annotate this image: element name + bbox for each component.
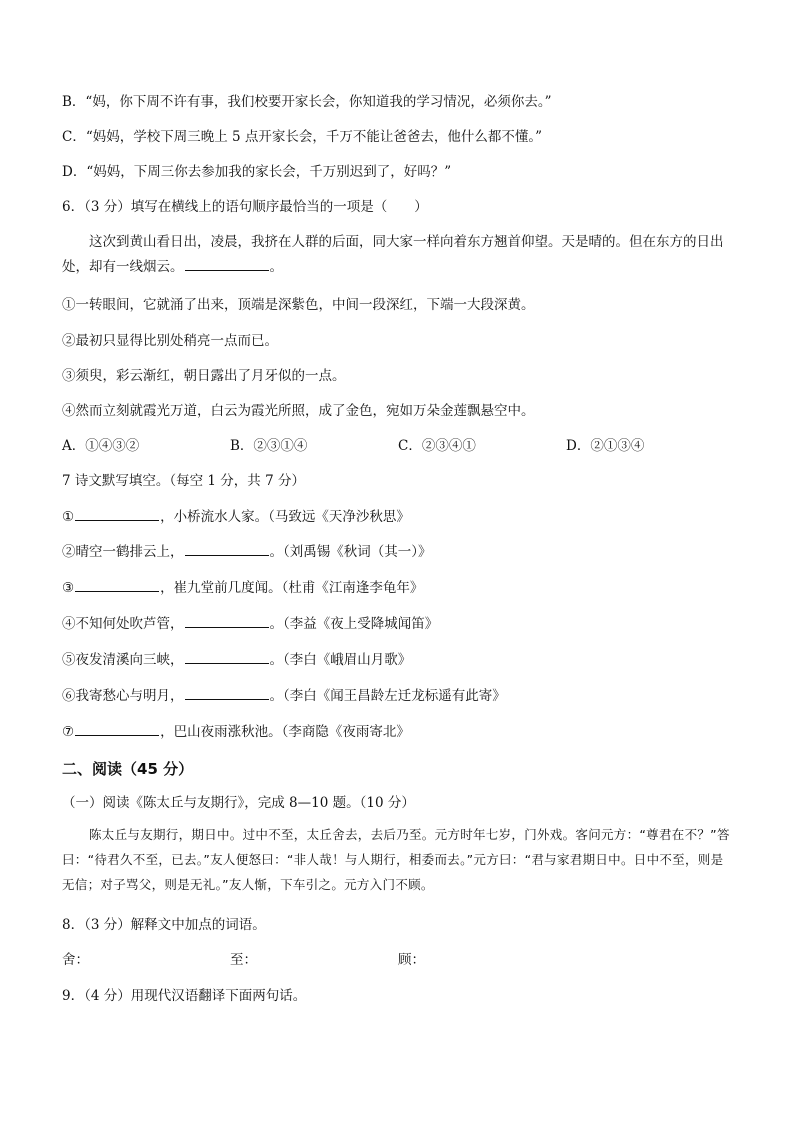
q7-line-6-pre: ⑥我寄愁心与明月， <box>62 688 184 704</box>
q5-option-c: C．“妈妈，学校下周三晚上 5 点开家长会，千万不能让爸爸去，他什么都不懂。” <box>62 129 543 145</box>
q7-line-4-post: 。（李益《夜上受降城闻笛》 <box>269 616 439 632</box>
q7-line-5-pre: ⑤夜发清溪向三峡， <box>62 652 184 668</box>
q6-stem: 6．（3 分）填写在横线上的语句顺序最恰当的一项是（ ） <box>62 199 428 215</box>
q5-option-b: B．“妈，你下周不许有事，我们校要开家长会，你知道我的学习情况，必须你去。” <box>62 94 552 110</box>
q7-blank-1 <box>75 508 159 521</box>
q5-option-d: D．“妈妈，下周三你去参加我的家长会，千万别迟到了，好吗？” <box>62 164 452 180</box>
q6-passage-end: 。 <box>269 259 283 275</box>
classical-passage: 陈太丘与友期行，期日中。过中不至，太丘舍去，去后乃至。元方时年七岁，门外戏。客问元方：“尊君在不？”答曰：“待君久不至，已去。”友人便怒曰：“非人哉！与人期行，相委而去。”元方曰：“君与家君期日中。日中不至，则是无信；对子骂父，则是无礼。”友人惭，下车引之。元方入门不顾。 <box>62 827 730 892</box>
q8-term-gu: 顾： <box>398 952 425 968</box>
q7-line-3 <box>62 579 423 597</box>
q7-blank-2 <box>185 543 269 556</box>
q8-stem: 8．（3 分）解释文中加点的词语。 <box>62 917 266 933</box>
q8-term-she: 舍： <box>62 952 89 968</box>
q7-line-7-post: ，巴山夜雨涨秋池。（李商隐《夜雨寄北》 <box>160 724 410 740</box>
q7-line-4-pre: ④不知何处吹芦管， <box>62 616 184 632</box>
q6-item-4: ④然而立刻就霞光万道，白云为霞光所照，成了金色，宛如万朵金莲飘悬空中。 <box>62 403 535 419</box>
q9-stem: 9．（4 分）用现代汉语翻译下面两句话。 <box>62 988 307 1004</box>
q7-line-3-post: ，崔九堂前几度闻。（杜甫《江南逢李龟年》 <box>160 580 424 596</box>
q7-line-2-post: 。（刘禹锡《秋词（其一）》 <box>269 544 432 560</box>
q7-blank-7 <box>75 723 159 736</box>
q6-item-3: ③须臾，彩云渐红，朝日露出了月牙似的一点。 <box>62 368 346 384</box>
q7-line-2-pre: ②晴空一鹤排云上， <box>62 544 184 560</box>
q7-line-5 <box>62 651 411 669</box>
q7-line-1-post: ，小桥流水人家。（马致远《天净沙秋思》 <box>160 509 410 525</box>
q6-option-c: C．②③④① <box>398 438 476 454</box>
section-2-title: 二、阅读（45 分） <box>62 760 194 778</box>
q7-line-7-pre: ⑦ <box>62 724 75 740</box>
q7-line-1-pre: ① <box>62 509 75 525</box>
q7-line-6-post: 。（李白《闻王昌龄左迁龙标遥有此寄》 <box>269 688 506 704</box>
section-2-sub-1: （一）阅读《陈太丘与友期行》，完成 8—10 题。（10 分） <box>62 795 415 811</box>
q6-option-d: D．②①③④ <box>566 438 645 454</box>
q7-blank-3 <box>75 579 159 592</box>
q7-line-3-pre: ③ <box>62 580 75 596</box>
q7-stem: 7 诗文默写填空。（每空 1 分，共 7 分） <box>62 473 305 489</box>
q7-line-2 <box>62 543 432 561</box>
q7-line-4 <box>62 615 438 633</box>
q7-line-1 <box>62 508 410 526</box>
q7-line-7 <box>62 723 410 741</box>
q7-blank-5 <box>185 651 269 664</box>
q6-option-a: A．①④③② <box>62 438 140 454</box>
q6-option-b: B．②③①④ <box>230 438 308 454</box>
q8-term-zhi: 至： <box>230 952 257 968</box>
q6-passage <box>62 230 732 280</box>
q7-blank-4 <box>185 615 269 628</box>
q7-blank-6 <box>185 687 269 700</box>
q7-line-5-post: 。（李白《峨眉山月歌》 <box>269 652 412 668</box>
q6-item-2: ②最初只显得比别处稍亮一点而已。 <box>62 333 278 349</box>
q6-blank <box>185 258 269 271</box>
q6-item-1: ①一转眼间，它就涌了出来，顶端是深紫色，中间一段深红，下端一大段深黄。 <box>62 297 535 313</box>
q6-passage-text: 这次到黄山看日出，凌晨，我挤在人群的后面，同大家一样向着东方翘首仰望。天是晴的。但在东方的日出处，却有一线烟云。 <box>62 234 724 275</box>
q7-line-6 <box>62 687 506 705</box>
